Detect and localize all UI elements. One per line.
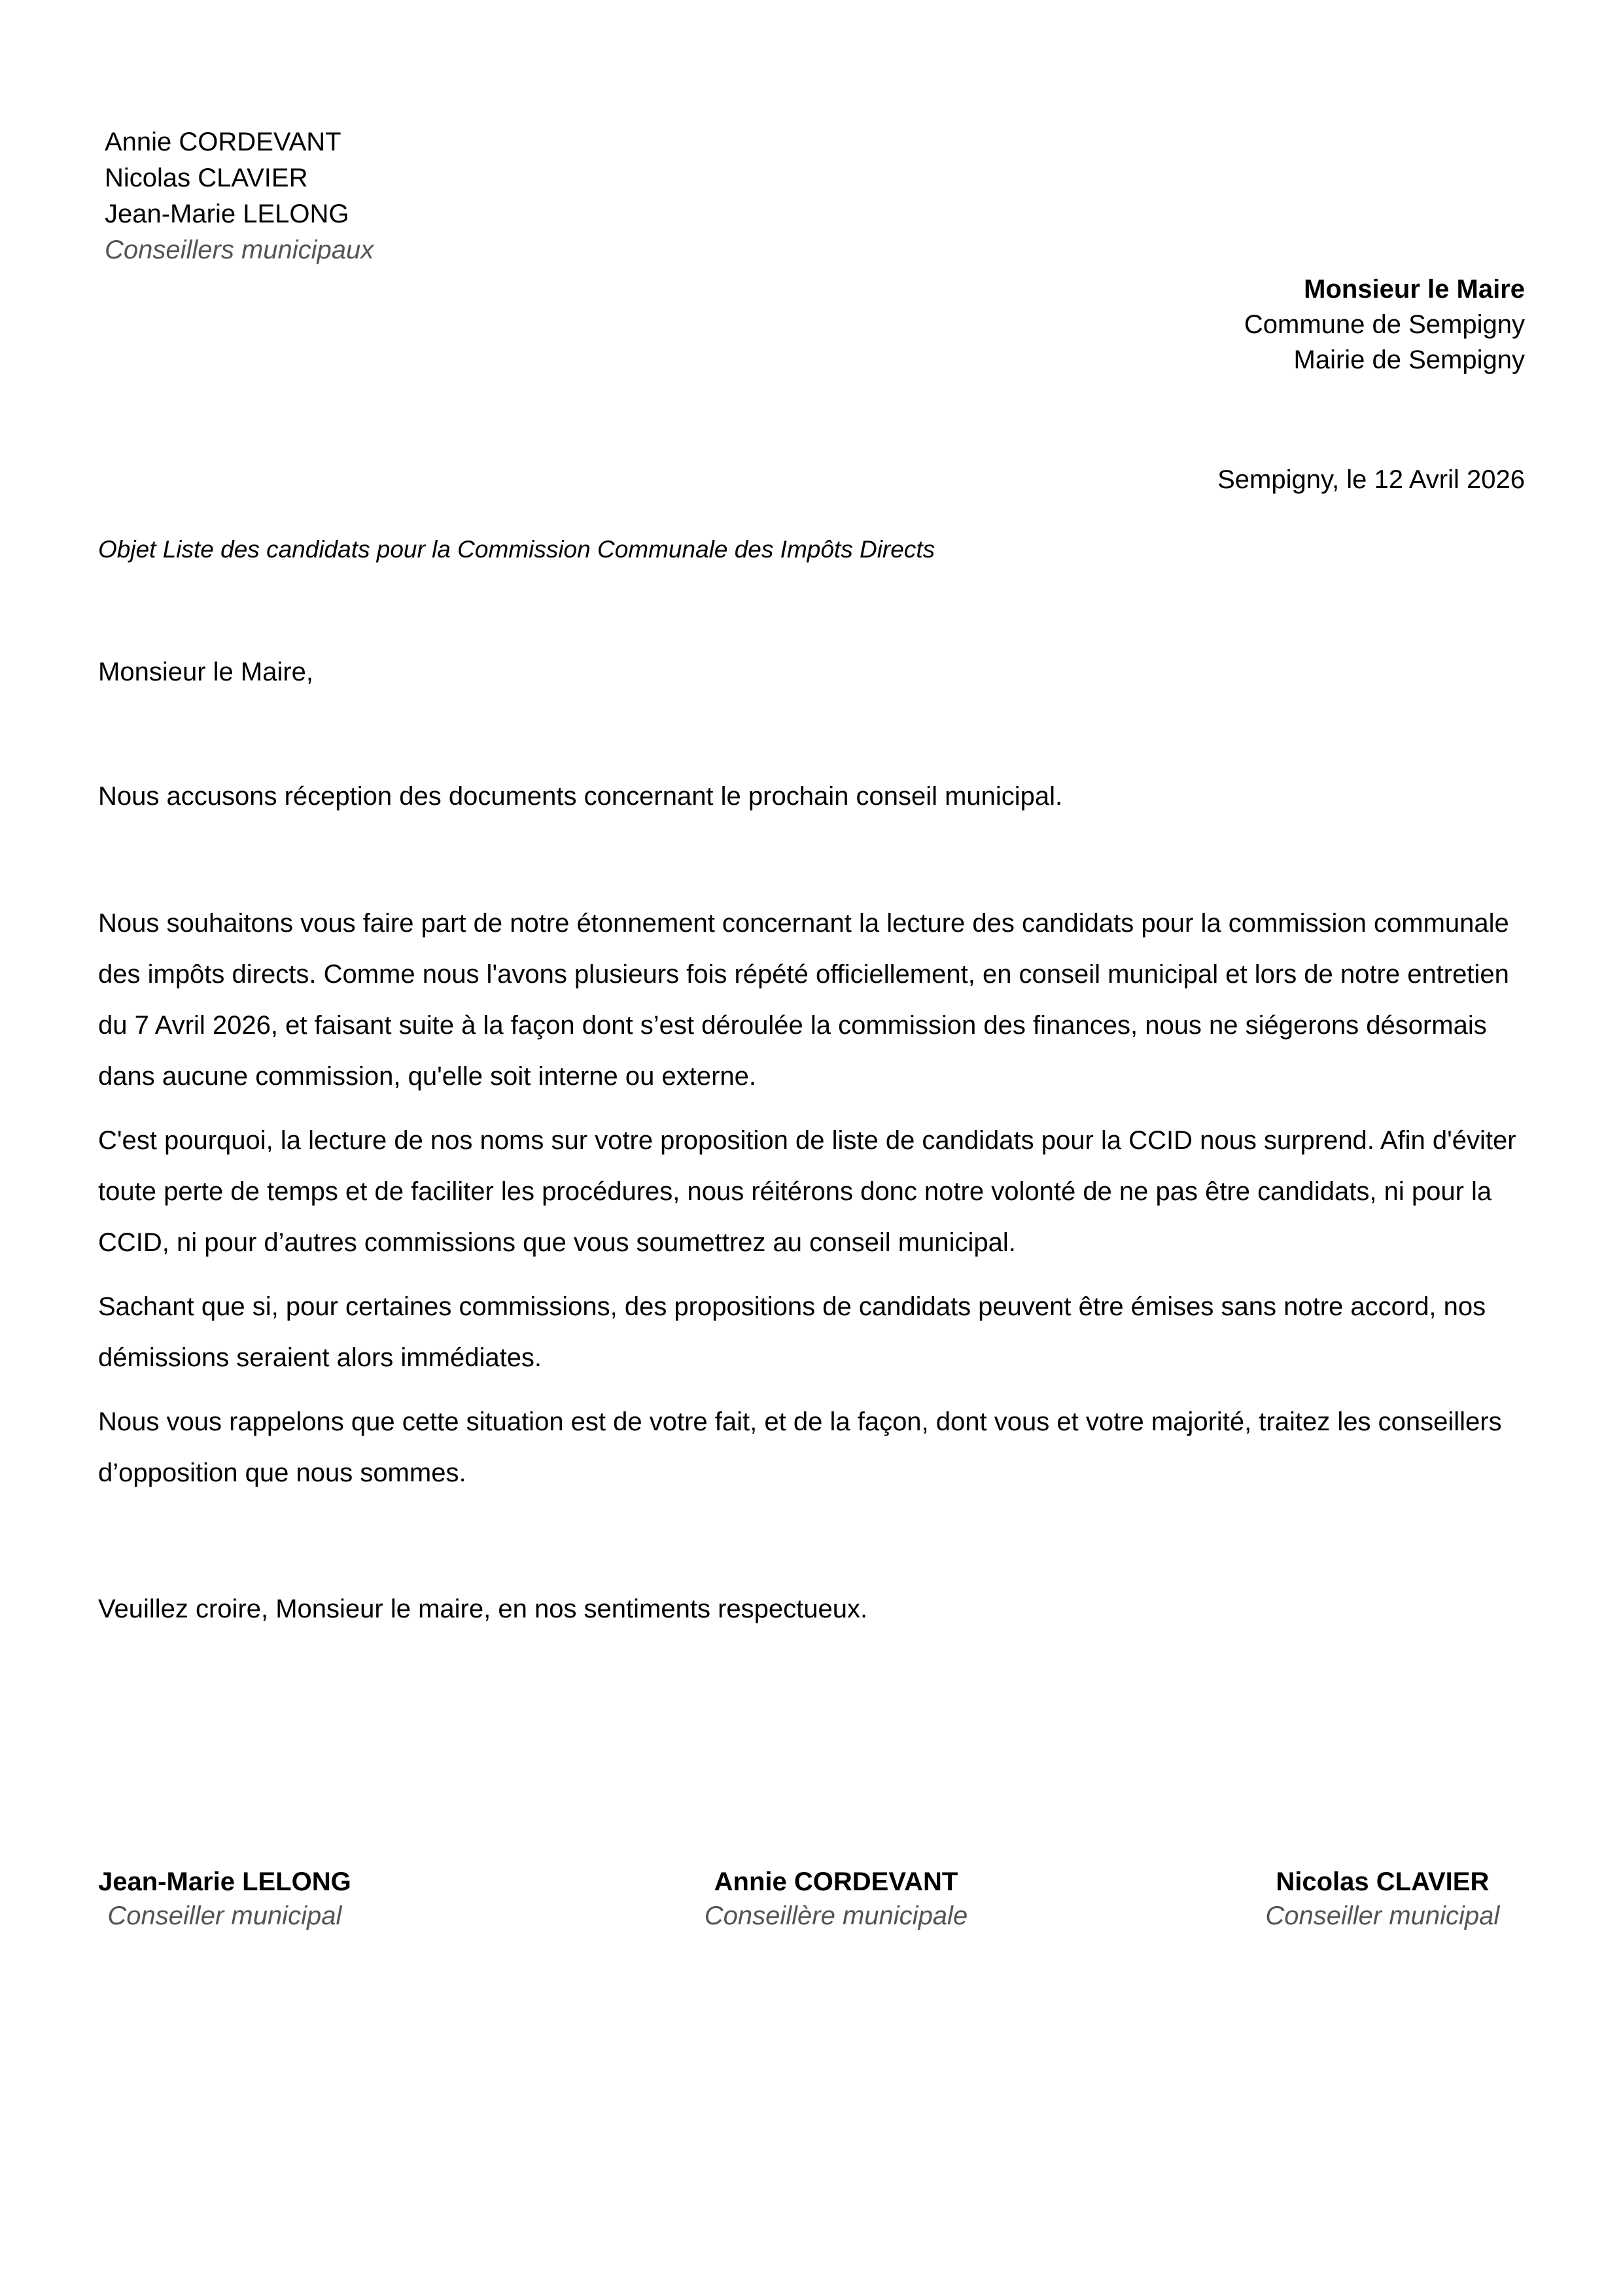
recipient-block (740, 272, 1525, 378)
body-paragraph: Nous vous rappelons que cette situation est de votre fait, et de la façon, dont vous et votre majorité, traitez les conseillers d’opposition que nous sommes. (98, 1407, 1502, 1487)
recipient-mairie: Mairie de Sempigny (1293, 345, 1525, 374)
sender-role: Conseillers municipaux (105, 236, 374, 264)
signature-role: Conseiller municipal (107, 1901, 342, 1930)
signature-name: Nicolas CLAVIER (1276, 1867, 1490, 1896)
recipient-title: Monsieur le Maire (1304, 275, 1525, 304)
sender-name-3: Jean-Marie LELONG (105, 200, 349, 228)
date-line: Sempigny, le 12 Avril 2026 (1217, 465, 1525, 494)
recipient-commune: Commune de Sempigny (1244, 310, 1525, 339)
body-paragraph: Nous souhaitons vous faire part de notre étonnement concernant la lecture des candidats pour la commission communale des impôts directs. Comme nous l'avons plusieurs fois répété officiellement, en conseil municipal et lors de notre entretien du 7 Avril 2026, et faisant suite à la façon dont s’est déroulée la commission des finances, nous ne siégerons désormais dans aucune commission, qu'elle soit interne ou externe. (98, 909, 1509, 1091)
subject-line: Objet Liste des candidats pour la Commission Communale des Impôts Directs (98, 536, 935, 563)
signature-column (1183, 1865, 1623, 1933)
acknowledgement-paragraph: Nous accusons réception des documents concernant le prochain conseil municipal. (98, 782, 1063, 811)
salutation: Monsieur le Maire, (98, 658, 314, 686)
signature-block (98, 1865, 1527, 1933)
signature-column (98, 1865, 705, 1933)
body-paragraph: Sachant que si, pour certaines commissions, des propositions de candidats peuvent être émises sans notre accord, nos démissions seraient alors immédiates. (98, 1292, 1486, 1372)
signature-role: Conseillère municipale (704, 1901, 968, 1930)
signature-name: Jean-Marie LELONG (98, 1867, 351, 1896)
closing-salutation: Veuillez croire, Monsieur le maire, en nos sentiments respectueux. (98, 1595, 868, 1623)
signature-role: Conseiller municipal (1265, 1901, 1500, 1930)
signature-column (705, 1865, 1183, 1933)
body-block (98, 898, 1527, 1511)
signature-name: Annie CORDEVANT (714, 1867, 958, 1896)
body-paragraph: C'est pourquoi, la lecture de nos noms sur votre proposition de liste de candidats pour la CCID nous surprend. Afin d'éviter toute perte de temps et de faciliter les procédures, nous réitérons donc notre volonté de ne pas être candidats, ni pour la CCID, ni pour d’autres commissions que vous soumettrez au conseil municipal. (98, 1126, 1516, 1257)
sender-name-1: Annie CORDEVANT (105, 128, 341, 156)
sender-name-2: Nicolas CLAVIER (105, 164, 308, 192)
sender-block (105, 124, 759, 268)
